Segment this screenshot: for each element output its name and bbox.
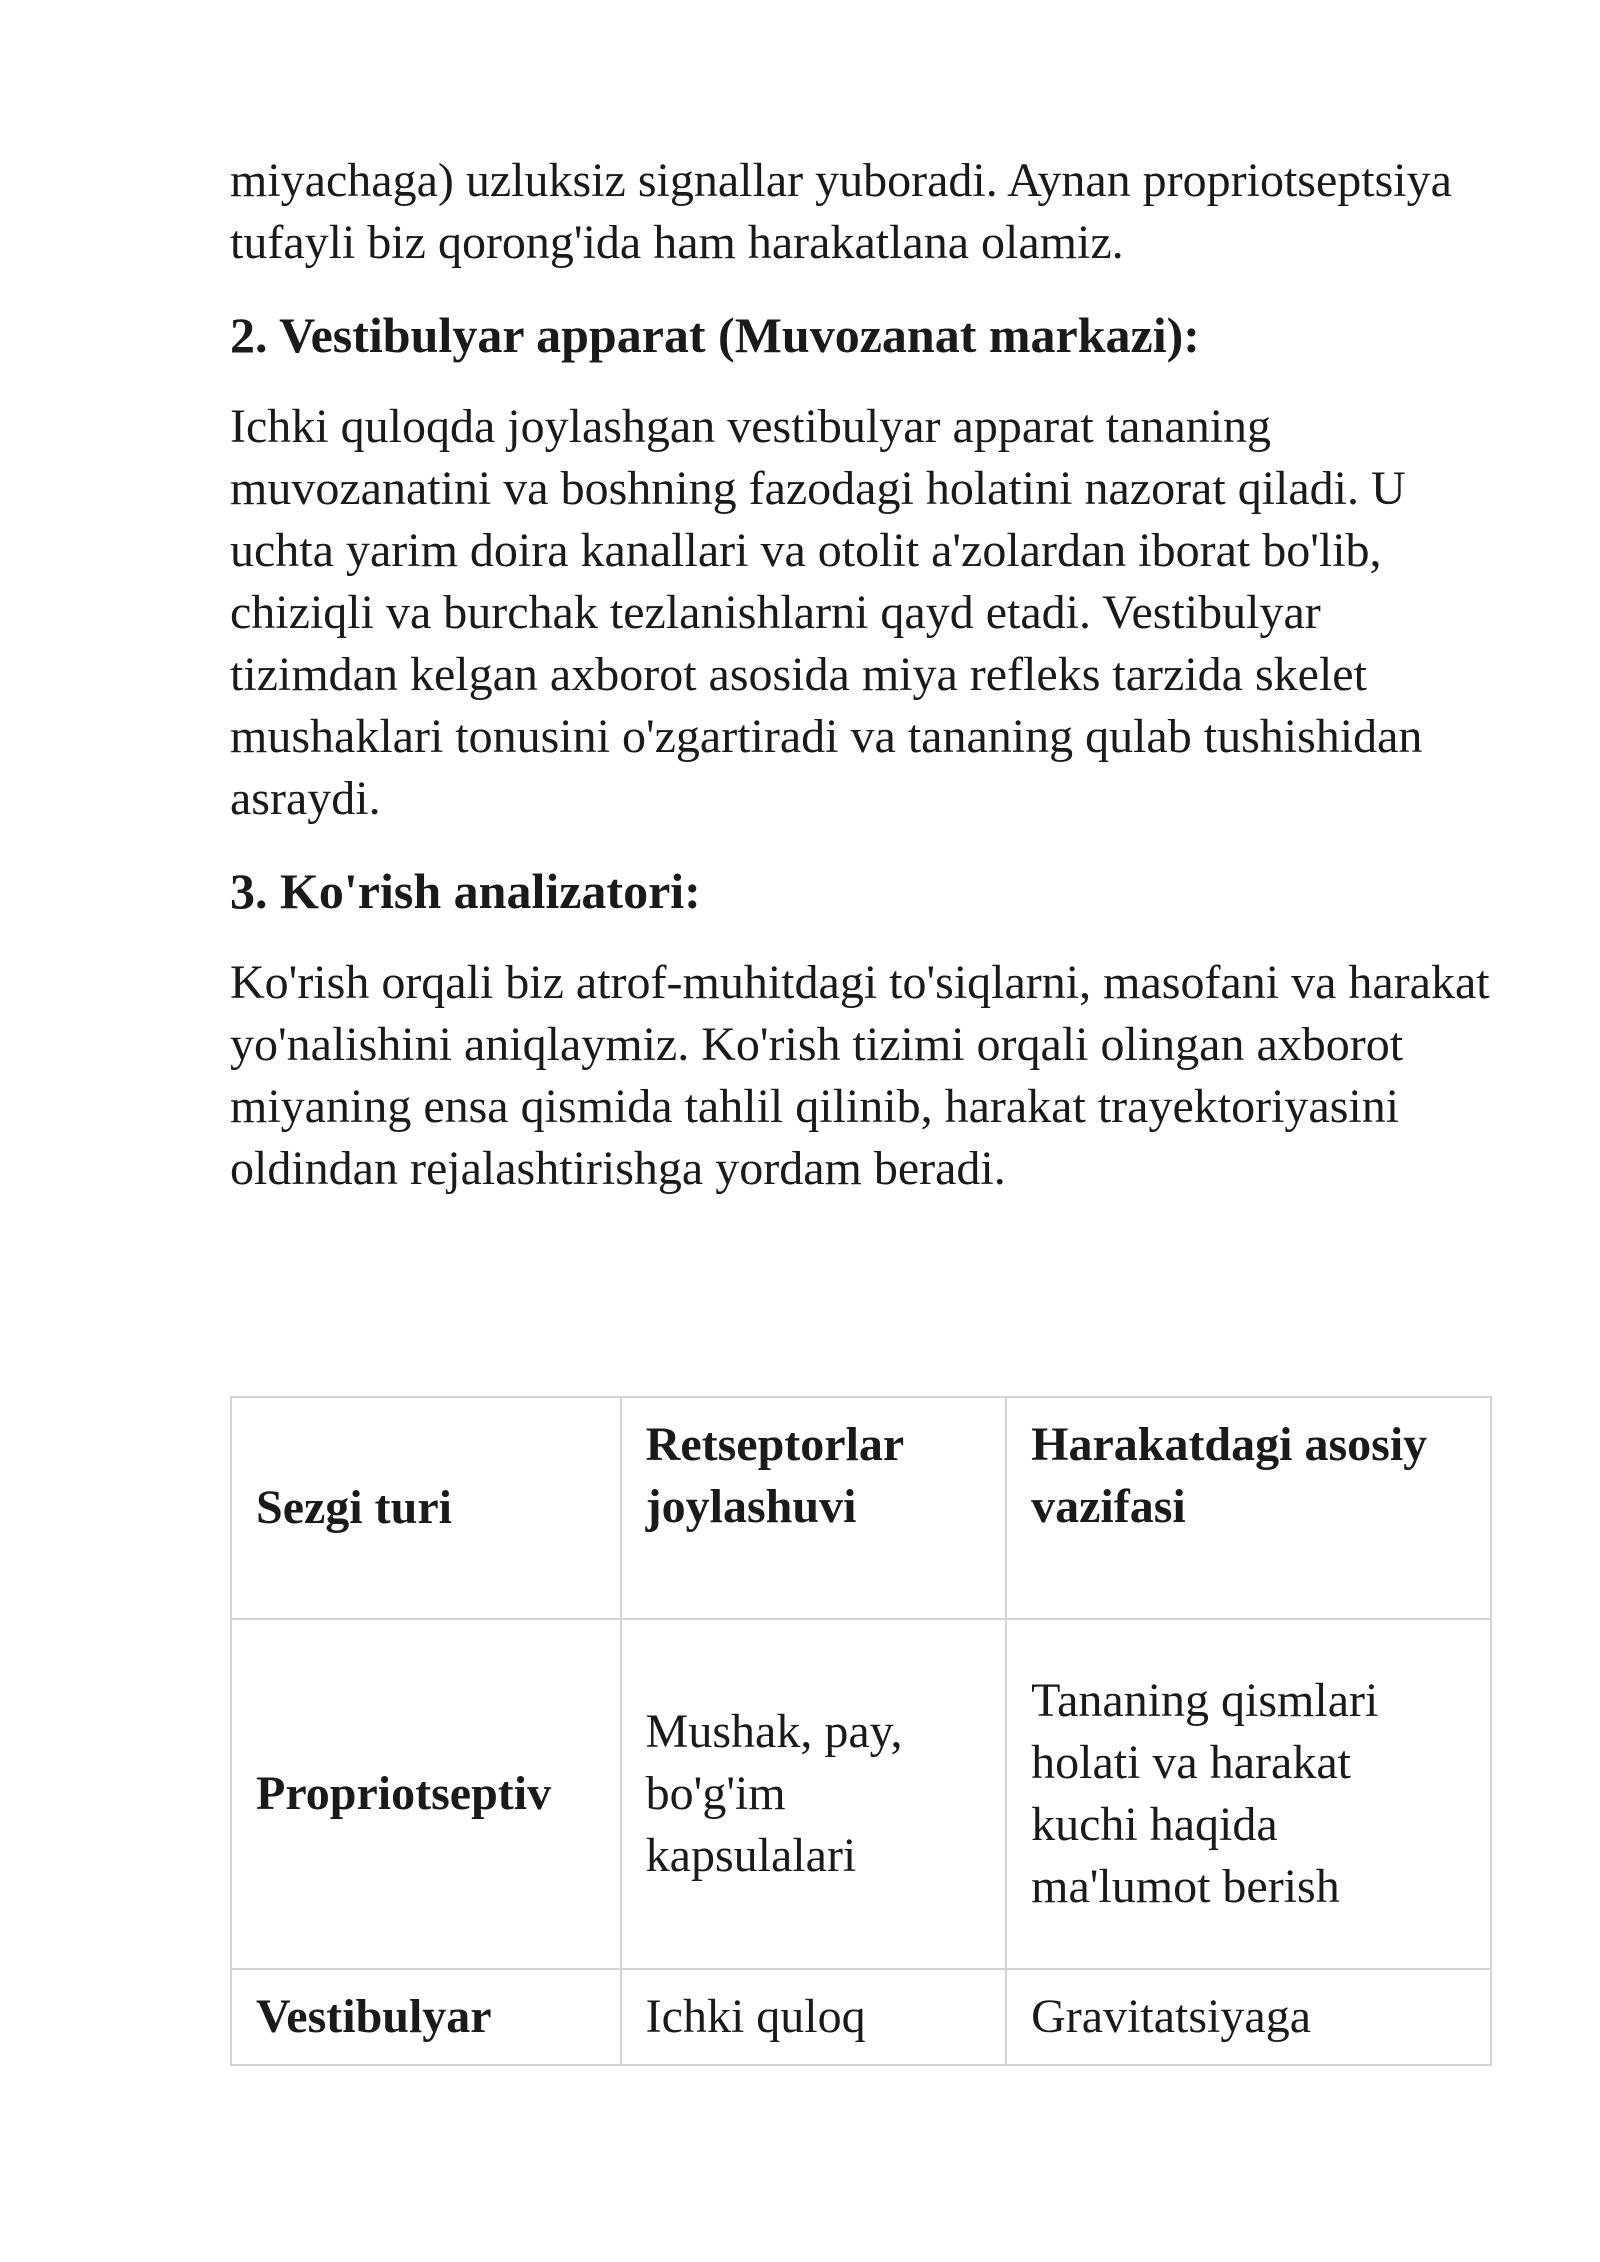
table-row xyxy=(231,1969,1491,2065)
section-heading-vestibular: 2. Vestibulyar apparat (Muvozanat markazi): xyxy=(230,307,1200,363)
table-header-cell: Sezgi turi xyxy=(231,1397,621,1619)
table-header-cell: Harakatdagi asosiy vazifasi xyxy=(1006,1397,1491,1619)
sensory-table xyxy=(230,1396,1492,2066)
table-header-cell: Retseptorlar joylashuvi xyxy=(621,1397,1006,1619)
document-page xyxy=(230,150,1500,2043)
table-cell: Propriotseptiv xyxy=(231,1619,621,1969)
vestibular-paragraph: Ichki quloqda joylashgan vestibulyar apparat tananing muvozanatini va boshning fazodagi holatini nazorat qiladi. U uchta yarim doira kanallari va otolit a'zolardan iborat bo'lib, chiziqli va burchak tezlanishlarni qayd etadi. Vestibulyar tizimdan kelgan axborot asosida miya refleks tarzida skelet mushaklari tonusini o'zgartiradi va tananing qulab tushishidan asraydi. xyxy=(230,400,1423,825)
table-cell: Tananing qismlari holati va harakat kuchi haqida ma'lumot berish xyxy=(1006,1619,1491,1969)
table-header-row xyxy=(231,1397,1491,1619)
table-row xyxy=(231,1619,1491,1969)
visual-paragraph: Ko'rish orqali biz atrof-muhitdagi to'siqlarni, masofani va harakat yo'nalishini aniqlaymiz. Ko'rish tizimi orqali olingan axborot miyaning ensa qismida tahlil qilinib, harakat trayektoriyasini oldindan rejalashtirishga yordam beradi. xyxy=(230,956,1490,1195)
table-cell: Ichki quloq xyxy=(621,1969,1006,2065)
table-cell: Mushak, pay, bo'g'im kapsulalari xyxy=(621,1619,1006,1969)
section-heading-visual: 3. Ko'rish analizatori: xyxy=(230,863,701,919)
table-cell: Vestibulyar xyxy=(231,1969,621,2065)
intro-paragraph: miyachaga) uzluksiz signallar yuboradi. Aynan propriotseptsiya tufayli biz qorong'ida ham harakatlana olamiz. xyxy=(230,154,1452,269)
table-cell: Gravitatsiyaga xyxy=(1006,1969,1491,2065)
